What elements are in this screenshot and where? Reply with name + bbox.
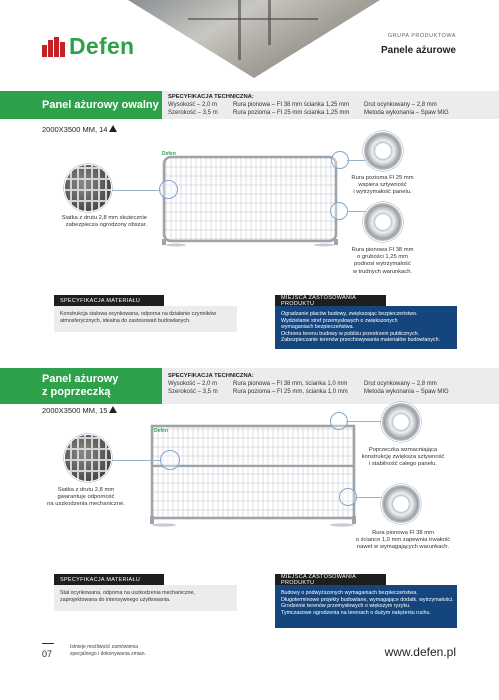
footer-note: Istnieje możliwość zamówienia specjalnego i dokonywania zmian. — [70, 644, 146, 657]
dimensions: 2000X3500 MM, 15 — [42, 406, 117, 415]
product-title: Panel ażurowy z poprzeczką — [0, 368, 162, 404]
fence-image-crossbar: Defen — [148, 420, 358, 528]
product-section-oval — [0, 91, 499, 359]
defen-logo[interactable] — [42, 33, 134, 60]
product-title: Panel ażurowy owalny — [0, 91, 162, 119]
pipe-top-closeup — [363, 131, 403, 171]
crossbar-callout: Poprzeczka wzmacniająca konstrukcję zwiększa sztywność i stabilność całego panelu. — [361, 447, 445, 468]
material-label: SPECYFIKACJA MATERIAŁU — [54, 295, 164, 306]
mesh-closeup — [64, 434, 112, 482]
material-text: Konstrukcja stalowa ocynkowana, odporna na działanie czynników atmosferycznych, idealna do zastosowań budowlanych. — [54, 306, 237, 332]
pipe-bottom-marker — [330, 202, 348, 220]
logo-text: Defen — [69, 33, 135, 59]
product-section-crossbar — [0, 368, 499, 638]
tech-spec: SPECYFIKACJA TECHNICZNA: Wysokość – 2,0 m Rura pionowa – FI 38 mm, ścianka 1,0 mm Drut ocynkowany – 2,8 mm Szerokość – 3,5 m Rura pozioma – FI 25 mm, ścianka 1,0 mm Metoda wykonania – Spaw MIG — [168, 372, 464, 396]
tech-spec: SPECYFIKACJA TECHNICZNA: Wysokość – 2,0 m Rura pionowa – FI 38 mm ścianka 1,25 mm Drut ocynkowany – 2,8 mm Szerokość – 3,5 m Rura pozioma – FI 25 mm ścianka 1,25 mm Metoda wykonania – Spaw MIG — [168, 93, 464, 117]
fence-image-oval: Defen — [156, 149, 344, 247]
spec-row: Szerokość – 3,5 m Rura pozioma – FI 25 mm ścianka 1,25 mm Metoda wykonania – Spaw MIG — [168, 110, 449, 116]
crossbar-closeup — [381, 402, 421, 442]
mesh-leader — [110, 460, 162, 461]
crossbar-leader — [346, 421, 384, 422]
application-label: MIEJSCA ZASTOSOWANIA PRODUKTU — [275, 574, 386, 585]
pipe-top-callout: Rura pozioma FI 25 mm wspiera sztywność i wytrzymałość panelu. — [351, 175, 414, 196]
pipe-bottom-callout: Rura pionowa FI 38 mm o ściance 1,0 mm zapewnia trwałość nawet w wymagających warunkach. — [355, 530, 451, 551]
mesh-marker — [159, 180, 178, 199]
logo-mark-icon — [42, 37, 65, 57]
website-link[interactable]: www.defen.pl — [384, 645, 456, 659]
pipe-bottom-leader — [355, 497, 385, 498]
category-title: Panele ażurowe — [380, 45, 456, 56]
mesh-callout: Siatka z drutu 2,8 mm gwarantuje odporność na uszkodzenia mechaniczne. — [47, 487, 125, 508]
spec-row: Wysokość – 2,0 m Rura pionowa – FI 38 mm, ścianka 1,0 mm Drut ocynkowany – 2,8 mm — [168, 381, 437, 387]
weight-icon — [109, 125, 117, 132]
footer-divider — [42, 643, 54, 644]
header-photo — [128, 0, 380, 78]
mesh-marker — [160, 450, 180, 470]
dimensions: 2000X3500 MM, 14 — [42, 125, 117, 134]
application-label: MIEJSCA ZASTOSOWANIA PRODUKTU — [275, 295, 386, 306]
application-text: Ogradzanie placów budowy, zwiększając bezpieczeństwo. Wydzielanie stref przemysłowych o zwiększonych wymaganiach bezpieczeństwa. Ochrona terenu budowy w pobliżu przestrzeni publicznych. Zabezpieczanie terenów przechowywania materiałów budowlanych. — [275, 306, 457, 349]
mesh-callout: Siatka z drutu 2,8 mm skutecznie zabezpiecza ogrodzony obszar. — [61, 215, 147, 229]
pipe-top-leader — [347, 160, 367, 161]
mesh-closeup — [64, 164, 112, 212]
material-text: Stal ocynkowana, odporna na uszkodzenia mechaniczne, zaprojektowana do intensywnego użytkowania. — [54, 585, 237, 611]
page-number: 07 — [42, 649, 53, 659]
application-text: Budowy o podwyższonych wymaganiach bezpieczeństwa. Długoterminowe projekty budowlane, wymagające dodatk. wytrzymałości. Grodzenie terenów przemysłowych o większym ryzyku. Tymczasowe ogrodzenia na terenach o dużym natężeniu ruchu. — [275, 585, 457, 628]
material-label: SPECYFIKACJA MATERIAŁU — [54, 574, 164, 585]
spec-row: Szerokość – 3,5 m Rura pozioma – FI 25 mm, ścianka 1,0 mm Metoda wykonania – Spaw MIG — [168, 389, 449, 395]
spec-row: Wysokość – 2,0 m Rura pionowa – FI 38 mm ścianka 1,25 mm Drut ocynkowany – 2,8 mm — [168, 102, 437, 108]
pipe-bottom-closeup — [381, 484, 421, 524]
pipe-bottom-leader — [347, 211, 367, 212]
pipe-bottom-callout: Rura pionowa FI 38 mm o grubości 1,25 mm podnosi wytrzymałość w trudnych warunkach. — [351, 247, 414, 275]
group-label: GRUPA PRODUKTOWA — [387, 33, 456, 39]
weight-icon — [109, 406, 117, 413]
mesh-leader — [105, 190, 161, 191]
pipe-bottom-closeup — [363, 202, 403, 242]
